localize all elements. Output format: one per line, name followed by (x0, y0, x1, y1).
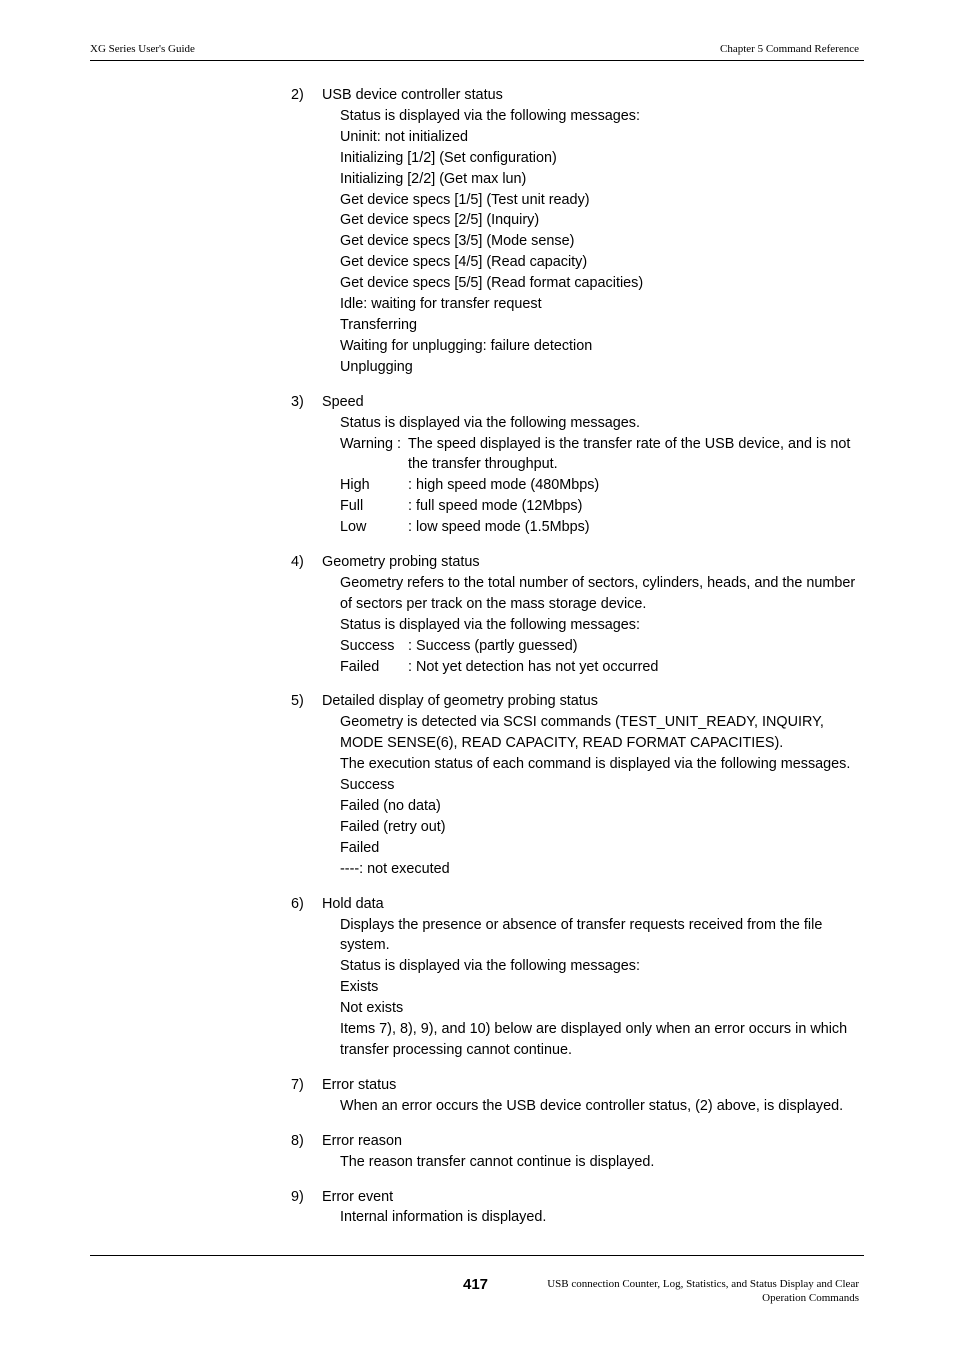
item-title: Error event (322, 1188, 394, 1205)
warning-text: The speed displayed is the transfer rate of the USB device, and is not the transfer throughput. (408, 435, 851, 473)
body-line: Status is displayed via the following messages: (340, 958, 640, 975)
body-line: Get device specs [2/5] (Inquiry) (340, 212, 540, 229)
speed-value: : full speed mode (12Mbps) (408, 498, 583, 515)
list-item (291, 1075, 871, 1117)
body-line: Get device specs [5/5] (Read format capacities) (340, 275, 644, 292)
item-title: USB device controller status (322, 87, 503, 103)
body-line: Initializing [2/2] (Get max lun) (340, 170, 527, 187)
header-rule (90, 60, 864, 61)
body-line: Transferring (340, 316, 418, 333)
speed-row (340, 517, 871, 538)
footer-line: USB connection Counter, Log, Statistics, and Status Display and Clear (547, 1278, 859, 1290)
body-line: Items 7), 8), 9), and 10) below are displayed only when an error occurs in which transfer processing cannot continue. (340, 1021, 848, 1058)
body-line: Get device specs [1/5] (Test unit ready) (340, 191, 590, 208)
body-line: The reason transfer cannot continue is displayed. (340, 1153, 655, 1170)
item-number: 5) (291, 693, 304, 710)
speed-key: High (340, 477, 370, 494)
list-item (291, 1131, 871, 1173)
body-line: The execution status of each command is displayed via the following messages. (340, 756, 851, 773)
status-value: : Not yet detection has not yet occurred (408, 658, 659, 675)
speed-row (340, 496, 871, 517)
body-line: ----: not executed (340, 860, 450, 877)
item-title: Error reason (322, 1132, 402, 1149)
status-row (340, 657, 871, 678)
item-title: Error status (322, 1076, 397, 1093)
body-line: Waiting for unplugging: failure detection (340, 337, 593, 354)
speed-key: Full (340, 498, 364, 515)
body-line: Status is displayed via the following messages: (340, 616, 640, 633)
warning-label: Warning : (340, 435, 402, 452)
speed-key: Low (340, 519, 367, 536)
body-line: Unplugging (340, 358, 413, 375)
footer-line: Operation Commands (762, 1291, 859, 1304)
list-item (291, 552, 871, 677)
item-number: 8) (291, 1132, 304, 1149)
running-header-right: Chapter 5 Command Reference (720, 43, 859, 55)
list-item (291, 691, 871, 879)
speed-value: : low speed mode (1.5Mbps) (408, 519, 590, 536)
item-number: 3) (291, 393, 304, 410)
speed-value: : high speed mode (480Mbps) (408, 477, 600, 494)
body-line: Initializing [1/2] (Set configuration) (340, 149, 557, 166)
item-title: Speed (322, 393, 364, 410)
body-line: Success (340, 777, 395, 794)
status-row (340, 636, 871, 657)
document-body (291, 85, 871, 1242)
item-title: Hold data (322, 895, 384, 912)
item-number: 6) (291, 895, 304, 912)
body-line: Geometry is detected via SCSI commands (TEST_UNIT_READY, INQUIRY, MODE SENSE(6), READ CAPACITY, READ FORMAT CAPACITIES). (340, 714, 824, 752)
body-line: Status is displayed via the following messages: (340, 107, 640, 124)
item-title: Detailed display of geometry probing status (322, 693, 598, 710)
speed-row (340, 475, 871, 496)
status-value: : Success (partly guessed) (408, 637, 578, 654)
warning-note (340, 434, 871, 476)
body-line: When an error occurs the USB device controller status, (2) above, is displayed. (340, 1097, 844, 1114)
body-line: Failed (retry out) (340, 818, 446, 835)
list-item (291, 894, 871, 1061)
item-number: 2) (291, 87, 304, 103)
running-footer (547, 1278, 859, 1305)
item-number: 4) (291, 554, 304, 571)
footer-rule (90, 1255, 864, 1256)
item-number: 7) (291, 1076, 304, 1093)
body-line: Idle: waiting for transfer request (340, 296, 542, 313)
status-key: Failed (340, 658, 380, 675)
body-line: Exists (340, 979, 379, 996)
body-line: Failed (340, 839, 380, 856)
body-line: Not exists (340, 1000, 404, 1017)
body-line: Status is displayed via the following messages. (340, 414, 640, 431)
body-line: Displays the presence or absence of transfer requests received from the file system. (340, 916, 823, 954)
body-line: Geometry refers to the total number of sectors, cylinders, heads, and the number of sectors per track on the mass storage device. (340, 574, 856, 612)
body-line: Get device specs [3/5] (Mode sense) (340, 233, 575, 250)
list-item (291, 85, 871, 378)
body-line: Internal information is displayed. (340, 1209, 547, 1226)
status-key: Success (340, 637, 395, 654)
list-item (291, 392, 871, 538)
item-number: 9) (291, 1188, 304, 1205)
body-line: Failed (no data) (340, 798, 441, 814)
list-item (291, 1187, 871, 1229)
running-header-left: XG Series User's Guide (90, 43, 195, 55)
body-line: Get device specs [4/5] (Read capacity) (340, 254, 588, 271)
body-line: Uninit: not initialized (340, 128, 468, 145)
page-number: 417 (463, 1276, 489, 1293)
item-title: Geometry probing status (322, 554, 480, 571)
